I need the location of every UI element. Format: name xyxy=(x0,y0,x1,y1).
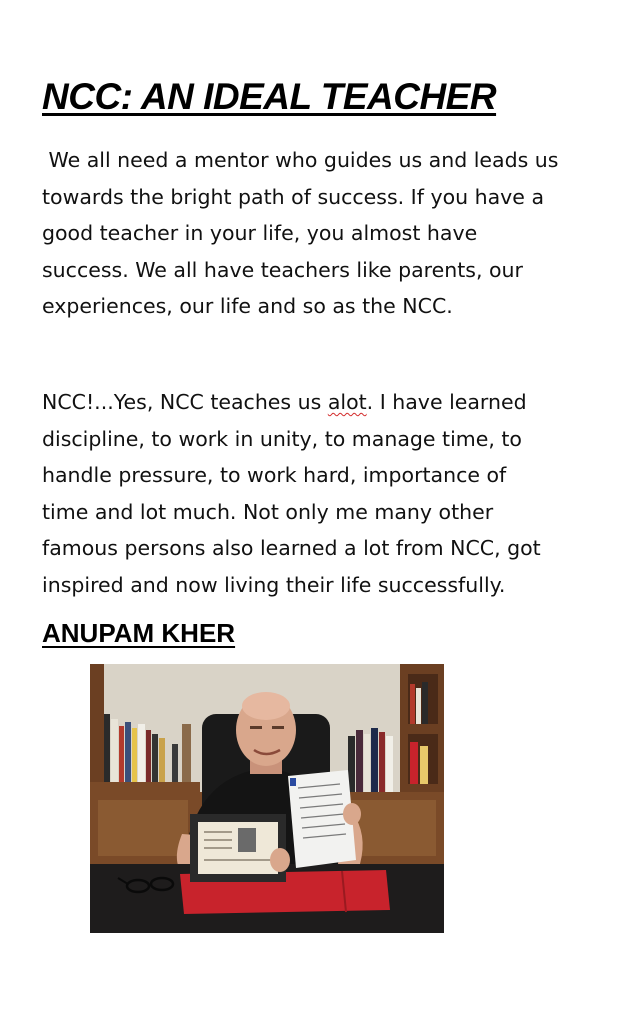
page-title: NCC: AN IDEAL TEACHER xyxy=(42,76,497,117)
line-text: NCC!...Yes, NCC teaches us xyxy=(42,390,328,414)
book xyxy=(152,734,158,782)
head-highlight xyxy=(242,692,290,720)
person-hand xyxy=(270,848,290,872)
statuette xyxy=(172,744,178,782)
letter-emblem xyxy=(290,778,296,786)
intro-paragraph xyxy=(42,142,620,325)
book xyxy=(420,746,428,784)
book xyxy=(410,684,415,724)
book xyxy=(111,719,118,782)
book xyxy=(119,726,124,782)
book xyxy=(104,714,110,782)
paragraph-line: experiences, our life and so as the NCC. xyxy=(42,294,453,318)
person-hand xyxy=(343,803,361,825)
book xyxy=(416,688,421,724)
eyebrow xyxy=(272,726,284,729)
paragraph-line: handle pressure, to work hard, importance of xyxy=(42,463,507,487)
eyebrow xyxy=(250,726,262,729)
paragraph-line: time and lot much. Not only me many other xyxy=(42,499,494,524)
paragraph-line: towards the bright path of success. If you have a xyxy=(42,184,544,209)
book xyxy=(138,724,145,782)
book xyxy=(371,728,378,794)
book xyxy=(356,730,363,794)
paragraph-line: discipline, to work in unity, to manage time, to xyxy=(42,426,522,451)
book xyxy=(410,742,418,784)
spellcheck-flagged-word: alot xyxy=(327,390,367,414)
book xyxy=(364,734,370,794)
ncc-lessons-paragraph xyxy=(42,384,620,603)
paragraph-line: success. We all have teachers like parents, our xyxy=(42,257,523,282)
paragraph-line: good teacher in your life, you almost have xyxy=(42,221,478,245)
book xyxy=(379,732,385,794)
paragraph-line: We all need a mentor who guides us and leads us xyxy=(42,148,559,172)
book xyxy=(422,682,428,724)
paragraph-line: famous persons also learned a lot from NCC, got xyxy=(42,536,541,560)
paragraph-line xyxy=(42,384,620,421)
line-text: . I have learned xyxy=(366,390,527,414)
book xyxy=(146,730,151,782)
book xyxy=(159,738,165,782)
book xyxy=(125,722,131,782)
book xyxy=(132,728,137,782)
anupam-kher-photo xyxy=(90,664,444,933)
bookshelf-top-left xyxy=(90,782,200,792)
certificate-photo xyxy=(238,828,256,852)
section-heading: ANUPAM KHER xyxy=(42,618,236,648)
book xyxy=(386,736,393,794)
paragraph-line: inspired and now living their life successfully. xyxy=(42,572,506,597)
photo-illustration xyxy=(90,664,444,933)
statuette xyxy=(182,724,191,782)
cabinet-door xyxy=(98,800,188,856)
